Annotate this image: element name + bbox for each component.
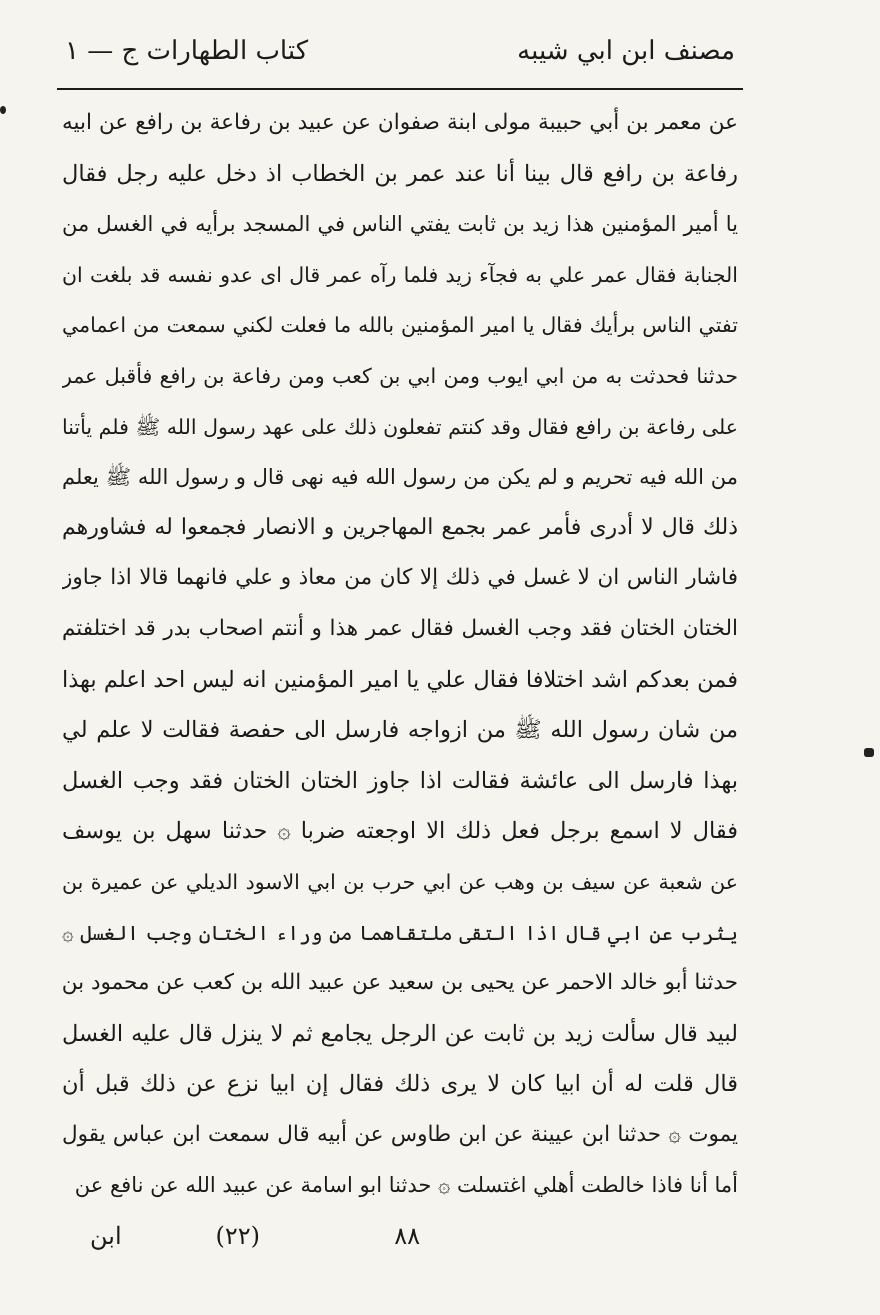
text-line: قال قلت له أن ابيا كان لا يرى ذلك فقال إن ابيا نزع عن ذلك قبل أن bbox=[62, 1071, 738, 1098]
margin-ink-mark bbox=[0, 106, 6, 114]
page-header bbox=[55, 28, 745, 84]
signature-mark: (٢٢) bbox=[215, 1222, 260, 1250]
chapter-title: كتاب الطهارات ج — ١ bbox=[65, 36, 309, 66]
text-line: لبيد قال سألت زيد بن ثابت عن الرجل يجامع ثم لا ينزل قال عليه الغسل bbox=[62, 1020, 738, 1047]
text-line: الختان الختان فقد وجب الغسل فقال عمر هذا و أنتم اصحاب بدر قد اختلفتم bbox=[62, 615, 738, 641]
page-number: ٨٨ bbox=[394, 1222, 420, 1250]
text-line: تفتي الناس برأيك فقال يا امير المؤمنين بالله ما فعلت لكني سمعت من اعمامي bbox=[62, 313, 738, 338]
text-line: فمن بعدكم اشد اختلافا فقال علي يا امير المؤمنين انه ليس احد اعلم بهذا bbox=[62, 666, 738, 693]
text-line: عن شعبة عن سيف بن وهب عن ابي حرب بن ابي الاسود الديلي عن عميرة بن bbox=[62, 869, 738, 894]
text-line: حدثنا فحدثت به من ابي ايوب ومن ابي بن كعب ومن رفاعة بن رافع فأقبل عمر bbox=[62, 363, 738, 388]
header-rule bbox=[57, 88, 743, 90]
margin-ink-mark bbox=[864, 748, 874, 757]
text-line: عن معمر بن أبي حبيبة مولى ابنة صفوان عن عبيد بن رفاعة بن رافع عن ابيه bbox=[62, 110, 738, 135]
text-line: الجنابة فقال عمر علي به فجآء زيد فلما رآه عمر قال اى عدو نفسه قد بلغت ان bbox=[62, 262, 738, 287]
text-line: يثرب عن ابي قال اذا التقى ملتقاهما من وراء الختان وجب الغسل ۞ bbox=[62, 920, 738, 945]
text-line: رفاعة بن رافع قال بينا أنا عند عمر بن الخطاب اذ دخل عليه رجل فقال bbox=[62, 160, 738, 187]
text-line: من الله فيه تحريم و لم يكن من رسول الله فيه نهى قال و رسول الله ﷺ يعلم bbox=[62, 465, 738, 490]
text-line: يا أمير المؤمنين هذا زيد بن ثابت يفتي الناس في المسجد برأيه في الغسل من bbox=[62, 212, 738, 237]
text-line: يموت ۞ حدثنا ابن عيينة عن ابن طاوس عن أبيه قال سمعت ابن عباس يقول bbox=[62, 1121, 738, 1147]
text-line: ذلك قال لا أدرى فأمر عمر بجمع المهاجرين و الانصار فجمعوا له فشاورهم bbox=[62, 514, 738, 540]
page-footer bbox=[60, 1222, 740, 1262]
text-line: بهذا فارسل الى عائشة فقالت اذا جاوز الختان الختان فقد وجب الغسل bbox=[62, 767, 738, 794]
text-line: من شان رسول الله ﷺ من ازواجه فارسل الى حفصة فقالت لا علم لي bbox=[62, 717, 738, 744]
catchword: ابن bbox=[90, 1222, 122, 1250]
body-text bbox=[62, 98, 738, 1211]
text-line: حدثنا أبو خالد الاحمر عن يحيى بن سعيد عن عبيد الله بن كعب عن محمود بن bbox=[62, 970, 738, 996]
text-line: على رفاعة بن رافع فقال وقد كنتم تفعلون ذلك على عهد رسول الله ﷺ فلم يأتنا bbox=[62, 414, 738, 439]
text-line: أما أنا فاذا خالطت أهلي اغتسلت ۞ حدثنا ابو اسامة عن عبيد الله عن نافع عن bbox=[74, 1173, 738, 1198]
text-line: فقال لا اسمع برجل فعل ذلك الا اوجعته ضربا ۞ حدثنا سهل بن يوسف bbox=[62, 818, 738, 845]
book-title: مصنف ابن ابي شيبه bbox=[517, 36, 735, 66]
text-line: فاشار الناس ان لا غسل في ذلك إلا كان من معاذ و علي فانهما قالا اذا جاوز bbox=[62, 565, 738, 591]
